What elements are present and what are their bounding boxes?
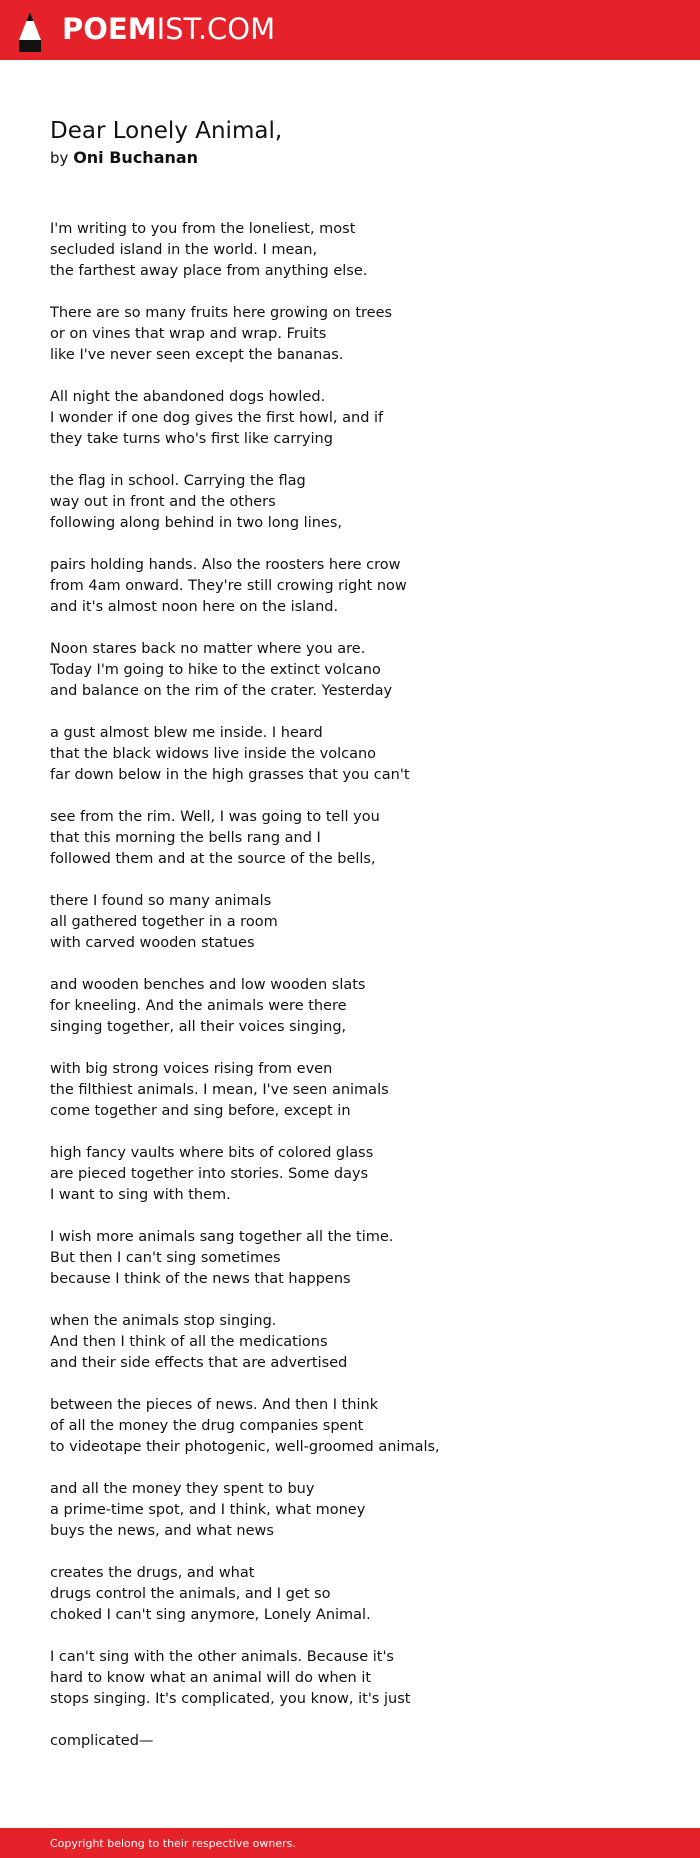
poem-stanza: [50, 219, 670, 282]
poem-stanza: [50, 975, 670, 1038]
poem-stanza: [50, 723, 670, 786]
poem-line: when the animals stop singing.: [50, 1313, 277, 1329]
pencil-tip-icon[interactable]: [17, 10, 43, 52]
poem-line: the filthiest animals. I mean, I've seen animals: [50, 1082, 389, 1098]
poem-line: come together and sing before, except in: [50, 1103, 351, 1119]
poem-line: and their side effects that are advertised: [50, 1355, 348, 1371]
poem-line: between the pieces of news. And then I think: [50, 1397, 379, 1413]
poem-stanza: [50, 1731, 670, 1752]
poem-line: or on vines that wrap and wrap. Fruits: [50, 326, 327, 342]
poem-line: with big strong voices rising from even: [50, 1061, 333, 1077]
poem-stanza: [50, 639, 670, 702]
poem-line: all gathered together in a room: [50, 914, 278, 930]
poem-line: because I think of the news that happens: [50, 1271, 351, 1287]
poem-line: hard to know what an animal will do when it: [50, 1670, 372, 1686]
poem-line: and it's almost noon here on the island.: [50, 599, 339, 615]
poem-stanza: [50, 807, 670, 870]
poem-line: pairs holding hands. Also the roosters here crow: [50, 557, 401, 573]
poem-line: far down below in the high grasses that you can't: [50, 767, 410, 783]
poem-line: that this morning the bells rang and I: [50, 830, 321, 846]
poem-line: the farthest away place from anything else.: [50, 263, 368, 279]
poem-line: followed them and at the source of the bells,: [50, 851, 376, 867]
poem-line: All night the abandoned dogs howled.: [50, 389, 326, 405]
poem-line: I wonder if one dog gives the first howl, and if: [50, 410, 384, 426]
poem-stanza: [50, 471, 670, 534]
poem-stanza: [50, 891, 670, 954]
poem-body: [50, 219, 670, 1773]
poem-line: that the black widows live inside the volcano: [50, 746, 377, 762]
poem-line: way out in front and the others: [50, 494, 276, 510]
poem-line: drugs control the animals, and I get so: [50, 1586, 331, 1602]
poem-line: Noon stares back no matter where you are.: [50, 641, 366, 657]
poem-line: singing together, all their voices singing,: [50, 1019, 347, 1035]
poem-line: following along behind in two long lines,: [50, 515, 343, 531]
poem-stanza: [50, 1395, 670, 1458]
poem-line: a gust almost blew me inside. I heard: [50, 725, 323, 741]
poem-stanza: [50, 555, 670, 618]
poem-stanza: [50, 303, 670, 366]
copyright-text: Copyright belong to their respective owners.: [50, 1837, 296, 1850]
poem-line: from 4am onward. They're still crowing right now: [50, 578, 407, 594]
poem-line: buys the news, and what news: [50, 1523, 274, 1539]
poem-line: creates the drugs, and what: [50, 1565, 255, 1581]
poem-stanza: [50, 1563, 670, 1626]
poem-line: a prime-time spot, and I think, what money: [50, 1502, 366, 1518]
poem-line: I wish more animals sang together all the time.: [50, 1229, 394, 1245]
poem-line: see from the rim. Well, I was going to tell you: [50, 809, 380, 825]
poem-line: and wooden benches and low wooden slats: [50, 977, 366, 993]
poem-line: and all the money they spent to buy: [50, 1481, 315, 1497]
poem-stanza: [50, 1311, 670, 1374]
poem-line: with carved wooden statues: [50, 935, 255, 951]
poem-line: they take turns who's first like carrying: [50, 431, 333, 447]
poem-line: high fancy vaults where bits of colored glass: [50, 1145, 374, 1161]
byline: [50, 148, 198, 168]
poem-line: there I found so many animals: [50, 893, 272, 909]
poem-stanza: [50, 1143, 670, 1206]
poem-line: I want to sing with them.: [50, 1187, 231, 1203]
poem-line: like I've never seen except the bananas.: [50, 347, 344, 363]
poem-line: of all the money the drug companies spent: [50, 1418, 364, 1434]
poem-line: But then I can't sing sometimes: [50, 1250, 281, 1266]
logo-text-strong: POEM: [62, 12, 157, 46]
poem-line: secluded island in the world. I mean,: [50, 242, 318, 258]
poem-line: the flag in school. Carrying the flag: [50, 473, 306, 489]
poem-line: to videotape their photogenic, well-groomed animals,: [50, 1439, 440, 1455]
poem-stanza: [50, 1227, 670, 1290]
logo-text-light: IST.COM: [156, 12, 276, 46]
poem-line: for kneeling. And the animals were there: [50, 998, 347, 1014]
poem-line: There are so many fruits here growing on trees: [50, 305, 393, 321]
poem-line: complicated—: [50, 1733, 154, 1749]
site-footer: [0, 1828, 700, 1858]
author-name[interactable]: Oni Buchanan: [73, 148, 199, 167]
poem-title: Dear Lonely Animal,: [50, 118, 283, 144]
poem-line: stops singing. It's complicated, you know, it's just: [50, 1691, 411, 1707]
poem-stanza: [50, 1479, 670, 1542]
site-header: [0, 0, 700, 60]
poem-line: And then I think of all the medications: [50, 1334, 328, 1350]
poem-line: choked I can't sing anymore, Lonely Animal.: [50, 1607, 371, 1623]
poem-line: I can't sing with the other animals. Because it's: [50, 1649, 394, 1665]
poem-stanza: [50, 1059, 670, 1122]
poem-line: Today I'm going to hike to the extinct volcano: [50, 662, 381, 678]
poem-stanza: [50, 387, 670, 450]
poem-line: and balance on the rim of the crater. Yesterday: [50, 683, 393, 699]
poem-line: I'm writing to you from the loneliest, most: [50, 221, 356, 237]
by-label: by: [50, 149, 69, 167]
poem-stanza: [50, 1647, 670, 1710]
poem-line: are pieced together into stories. Some days: [50, 1166, 369, 1182]
site-logo[interactable]: [62, 12, 275, 46]
